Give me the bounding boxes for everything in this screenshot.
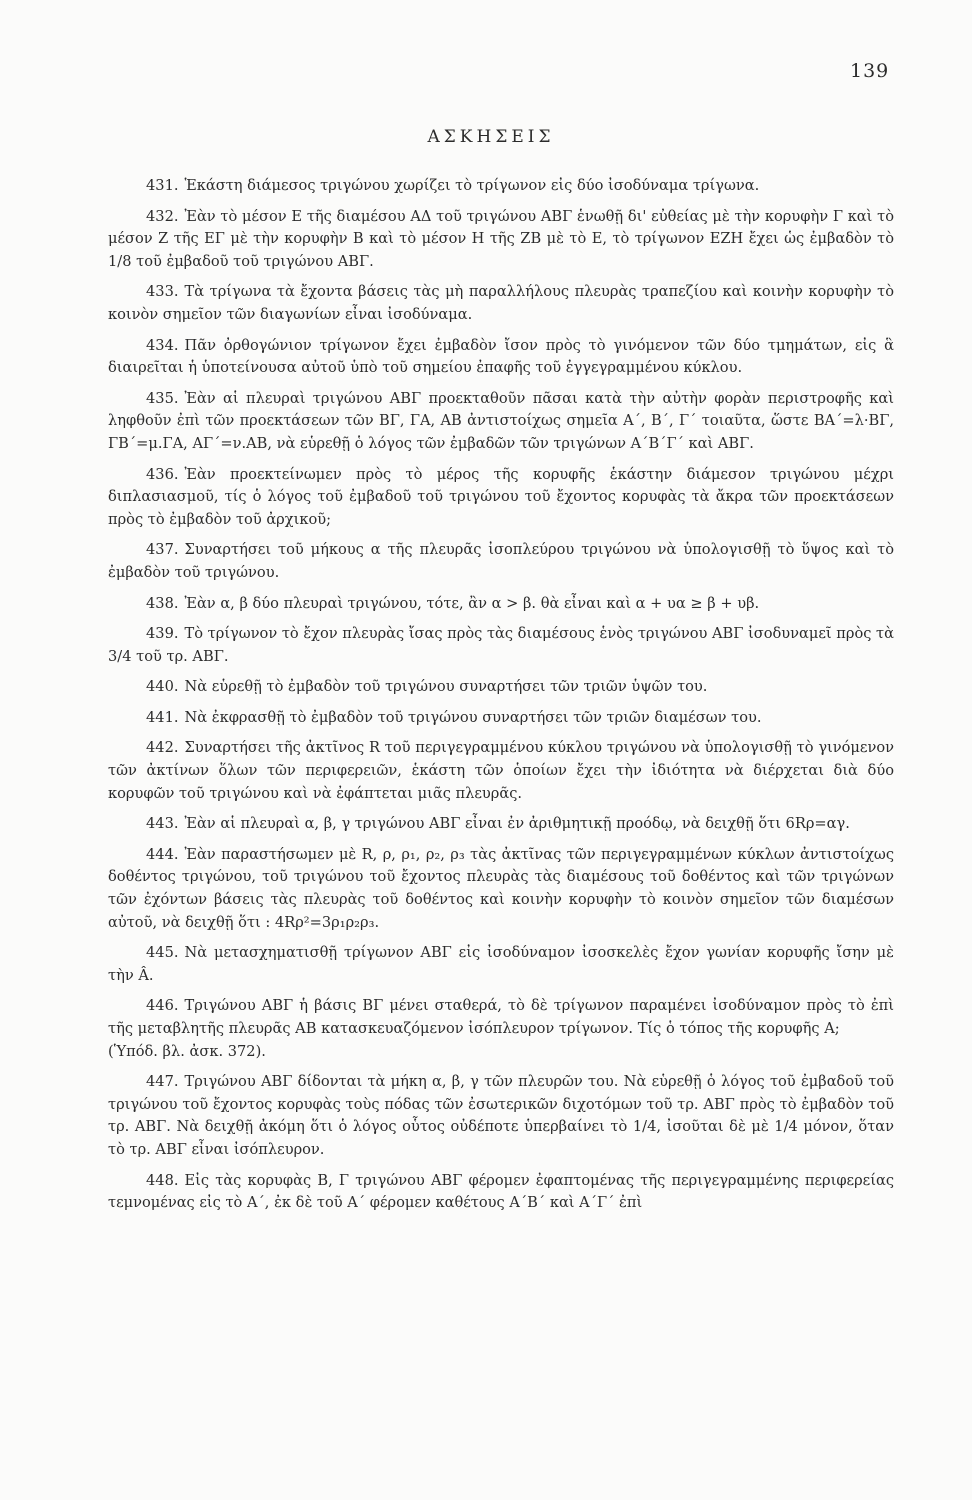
exercise-446 — [108, 995, 894, 1063]
exercise-list — [108, 175, 894, 1223]
section-title: ΑΣΚΗΣΕΙΣ — [427, 127, 555, 147]
exercise-number: 439. — [146, 625, 179, 643]
exercise-number: 446. — [146, 997, 179, 1015]
exercise-438 — [108, 593, 894, 616]
exercise-447 — [108, 1071, 894, 1161]
exercise-number: 435. — [146, 389, 179, 407]
exercise-text: Νὰ εὑρεθῇ τὸ ἐμβαδὸν τοῦ τριγώνου συναρτήσει τῶν τριῶν ὑψῶν του. — [184, 678, 708, 696]
exercise-439 — [108, 623, 894, 668]
exercise-number: 432. — [146, 207, 179, 225]
exercise-text: Τὸ τρίγωνον τὸ ἔχον πλευρὰς ἴσας πρὸς τὰς διαμέσους ἑνὸς τριγώνου ΑΒΓ ἰσοδυναμεῖ πρὸς τὰ 3/4 τοῦ τρ. ΑΒΓ. — [108, 625, 894, 665]
exercise-440 — [108, 676, 894, 699]
exercise-text: Ἐὰν α, β δύο πλευραὶ τριγώνου, τότε, ἂν α > β. θὰ εἶναι καὶ α + υα ≥ β + υβ. — [184, 594, 760, 612]
exercise-text: Ἐὰν αἱ πλευραὶ τριγώνου ΑΒΓ προεκταθοῦν πᾶσαι κατὰ τὴν αὐτὴν φορὰν περιστροφῆς καὶ ληφθοῦν ἐπὶ τῶν προεκτάσεων τῶν ΒΓ, ΓΑ, ΑΒ ἀντιστοίχως σημεῖα Α΄, Β΄, Γ΄ τοιαῦτα, ὥστε ΒΑ΄=λ·ΒΓ, ΓΒ΄=μ.ΓΑ, ΑΓ΄=ν.ΑΒ, νὰ εὑρεθῇ ὁ λόγος τῶν ἐμβαδῶν τῶν τριγώνων Α΄Β΄Γ΄ καὶ ΑΒΓ. — [108, 389, 894, 452]
exercise-432 — [108, 206, 894, 274]
exercise-number: 434. — [146, 336, 179, 354]
exercise-text: Συναρτήσει τοῦ μήκους α τῆς πλευρᾶς ἰσοπλεύρου τριγώνου νὰ ὑπολογισθῇ τὸ ὕψος καὶ τὸ ἐμβαδὸν τοῦ τριγώνου. — [108, 541, 894, 581]
exercise-number: 448. — [146, 1171, 179, 1189]
exercise-436 — [108, 464, 894, 532]
exercise-text: Ἐὰν αἱ πλευραὶ α, β, γ τριγώνου ΑΒΓ εἶναι ἐν ἀριθμητικῇ προόδῳ, νὰ δειχθῇ ὅτι 6Rρ=αγ. — [184, 815, 850, 833]
exercise-435 — [108, 388, 894, 456]
exercise-number: 445. — [146, 944, 179, 962]
exercise-text: Ἑκάστη διάμεσος τριγώνου χωρίζει τὸ τρίγωνον εἰς δύο ἰσοδύναμα τρίγωνα. — [184, 177, 760, 194]
exercise-445 — [108, 942, 894, 987]
exercise-text: Νὰ ἐκφρασθῇ τὸ ἐμβαδὸν τοῦ τριγώνου συναρτήσει τῶν τριῶν διαμέσων του. — [184, 708, 762, 726]
exercise-number: 442. — [146, 739, 179, 757]
exercise-number: 440. — [146, 678, 179, 696]
exercise-number: 436. — [146, 465, 179, 483]
exercise-number: 441. — [146, 708, 179, 726]
exercise-number: 444. — [146, 845, 179, 863]
exercise-text: Ἐὰν προεκτείνωμεν πρὸς τὸ μέρος τῆς κορυφῆς ἑκάστην διάμεσον τριγώνου μέχρι διπλασιασμοῦ, τίς ὁ λόγος τοῦ ἐμβαδοῦ τοῦ τριγώνου τοῦ ἔχοντος κορυφὰς τὰ ἄκρα τῶν προεκτάσεων πρὸς τὸ ἐμβαδὸν τοῦ ἀρχικοῦ; — [108, 465, 894, 528]
exercise-text: Νὰ μετασχηματισθῇ τρίγωνον ΑΒΓ εἰς ἰσοδύναμον ἰσοσκελὲς ἔχον γωνίαν κορυφῆς ἴσην μὲ τὴν Â. — [108, 944, 894, 984]
exercise-number: 443. — [146, 815, 179, 833]
exercise-431 — [108, 175, 894, 198]
exercise-text: Ἐὰν παραστήσωμεν μὲ R, ρ, ρ₁, ρ₂, ρ₃ τὰς ἀκτῖνας τῶν περιγεγραμμένων κύκλων ἀντιστοίχως δοθέντος τριγώνου, τοῦ τριγώνου τοῦ ἔχοντος πλευρὰς τὰς διαμέσους τοῦ δοθέντος καὶ τῶν τριγώνων τῶν ἐχόντων βάσεις τὰς πλευρὰς τοῦ δοθέντος καὶ κοινὴν κορυφὴν τὸ κοινὸν σημεῖον τῶν διαμέσων αὐτοῦ, νὰ δειχθῇ ὅτι : 4Rρ²=3ρ₁ρ₂ρ₃. — [108, 845, 894, 931]
exercise-number: 433. — [146, 283, 179, 301]
exercise-437 — [108, 539, 894, 584]
page-number: 139 — [850, 60, 890, 82]
exercise-441 — [108, 707, 894, 730]
exercise-text: Τριγώνου ΑΒΓ δίδονται τὰ μήκη α, β, γ τῶν πλευρῶν του. Νὰ εὑρεθῇ ὁ λόγος τοῦ ἐμβαδοῦ τοῦ τριγώνου τοῦ ἔχοντος κορυφὰς τοὺς πόδας τῶν ἐσωτερικῶν διχοτόμων τοῦ τρ. ΑΒΓ πρὸς τὸ ἐμβαδὸν τοῦ τρ. ΑΒΓ. Νὰ δειχθῇ ἀκόμη ὅτι ὁ λόγος οὗτος οὐδέποτε ὑπερβαίνει τὸ 1/4, ἰσοῦται δὲ μὲ 1/4 μόνον, ὅταν τὸ τρ. ΑΒΓ εἶναι ἰσόπλευρον. — [108, 1073, 894, 1158]
exercise-text: Τριγώνου ΑΒΓ ἡ βάσις ΒΓ μένει σταθερά, τὸ δὲ τρίγωνον παραμένει ἰσοδύναμον πρὸς τὸ ἐπὶ τῆς μεταβλητῆς πλευρᾶς ΑΒ κατασκευαζόμενον ἰσόπλευρον τρίγωνον. Τίς ὁ τόπος τῆς κορυφῆς Α; — [108, 997, 894, 1037]
exercise-444 — [108, 844, 894, 934]
exercise-448 — [108, 1170, 894, 1215]
exercise-number: 437. — [146, 541, 179, 559]
exercise-443 — [108, 813, 894, 836]
exercise-text: Ἐὰν τὸ μέσον Ε τῆς διαμέσου ΑΔ τοῦ τριγώνου ΑΒΓ ἑνωθῇ δι' εὐθείας μὲ τὴν κορυφὴν Γ καὶ τὸ μέσον Ζ τῆς ΕΓ μὲ τὴν κορυφὴν Β καὶ τὸ μέσον Η τῆς ΖΒ μὲ τὸ Ε, τὸ τρίγωνον ΕΖΗ ἔχει ὡς ἐμβαδὸν τὸ 1/8 τοῦ ἐμβαδοῦ τοῦ τριγώνου ΑΒΓ. — [108, 207, 894, 270]
exercise-number: 447. — [146, 1073, 179, 1091]
exercise-442 — [108, 737, 894, 805]
exercise-434 — [108, 335, 894, 380]
exercise-text: Πᾶν ὀρθογώνιον τρίγωνον ἔχει ἐμβαδὸν ἴσον πρὸς τὸ γινόμενον τῶν δύο τμημάτων, εἰς ἃ διαιρεῖται ἡ ὑποτείνουσα αὐτοῦ ὑπὸ τοῦ σημείου ἐπαφῆς τοῦ ἐγγεγραμμένου κύκλου. — [108, 336, 894, 377]
exercise-text: Συναρτήσει τῆς ἀκτῖνος R τοῦ περιγεγραμμένου κύκλου τριγώνου νὰ ὑπολογισθῇ τὸ γινόμενον τῶν ἀκτίνων ὅλων τῶν περιφερειῶν, ἑκάστη τῶν ὁποίων ἔχει τὴν ἰδιότητα νὰ διέρχεται διὰ δύο κορυφῶν τοῦ τριγώνου καὶ νὰ ἐφάπτεται μιᾶς πλευρᾶς. — [108, 739, 894, 802]
exercise-number: 431. — [146, 177, 179, 194]
exercise-433 — [108, 281, 894, 326]
exercise-number: 438. — [146, 594, 179, 612]
exercise-hint: (Ὑπόδ. βλ. ἀσκ. 372). — [108, 1042, 266, 1060]
exercise-text: Εἰς τὰς κορυφὰς Β, Γ τριγώνου ΑΒΓ φέρομεν ἐφαπτομένας τῆς περιγεγραμμένης περιφερείας τεμνομένας εἰς τὸ Α΄, ἐκ δὲ τοῦ Α΄ φέρομεν καθέτους Α΄Β΄ καὶ Α΄Γ΄ ἐπὶ — [108, 1171, 894, 1212]
exercise-text: Τὰ τρίγωνα τὰ ἔχοντα βάσεις τὰς μὴ παραλλήλους πλευρὰς τραπεζίου καὶ κοινὴν κορυφὴν τὸ κοινὸν σημεῖον τῶν διαγωνίων εἶναι ἰσοδύναμα. — [108, 283, 894, 323]
